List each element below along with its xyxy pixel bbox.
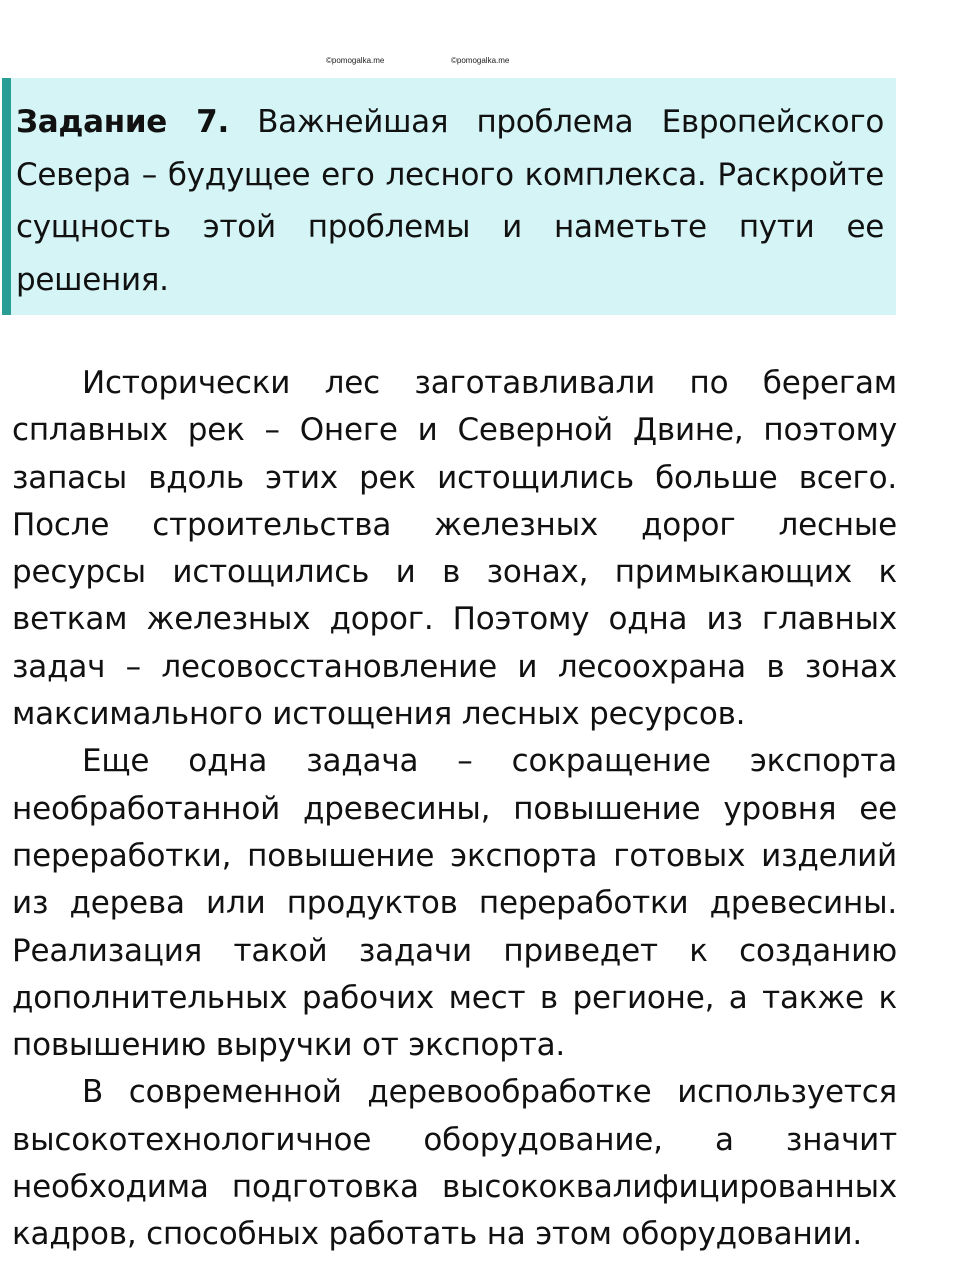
- answer-paragraph: Еще одна задача – сокращение экспорта необработанной древесины, повышение уровня ее переработки, повышение экспорта готовых изделий из дерева или продуктов переработки древесины. Реализация такой задачи приведет к созданию дополнительных рабочих мест в регионе, а также к повышению выручки от экспорта.: [12, 743, 897, 1064]
- task-question: Важнейшая проблема Европейского Севера – будущее его лесного комплекса. Раскройте сущность этой проблемы и наметьте пути ее решения.: [16, 104, 885, 298]
- watermark: ©pomogalka.me: [326, 56, 385, 65]
- answer-body: [12, 360, 897, 1259]
- answer-paragraph: В современной деревообработке используется высокотехнологичное оборудование, а значит необходима подготовка высококвалифицированных кадров, способных работать на этом оборудовании.: [12, 1074, 897, 1253]
- task-statement: [16, 96, 884, 306]
- task-label: Задание 7.: [16, 104, 229, 140]
- watermark: ©pomogalka.me: [451, 56, 510, 65]
- answer-paragraph: Исторически лес заготавливали по берегам сплавных рек – Онеге и Северной Двине, поэтому запасы вдоль этих рек истощились больше всего. После строительства железных дорог лесные ресурсы истощились и в зонах, примыкающих к веткам железных дорог. Поэтому одна из главных задач – лесовосстановление и лесоохрана в зонах максимального истощения лесных ресурсов.: [12, 365, 897, 733]
